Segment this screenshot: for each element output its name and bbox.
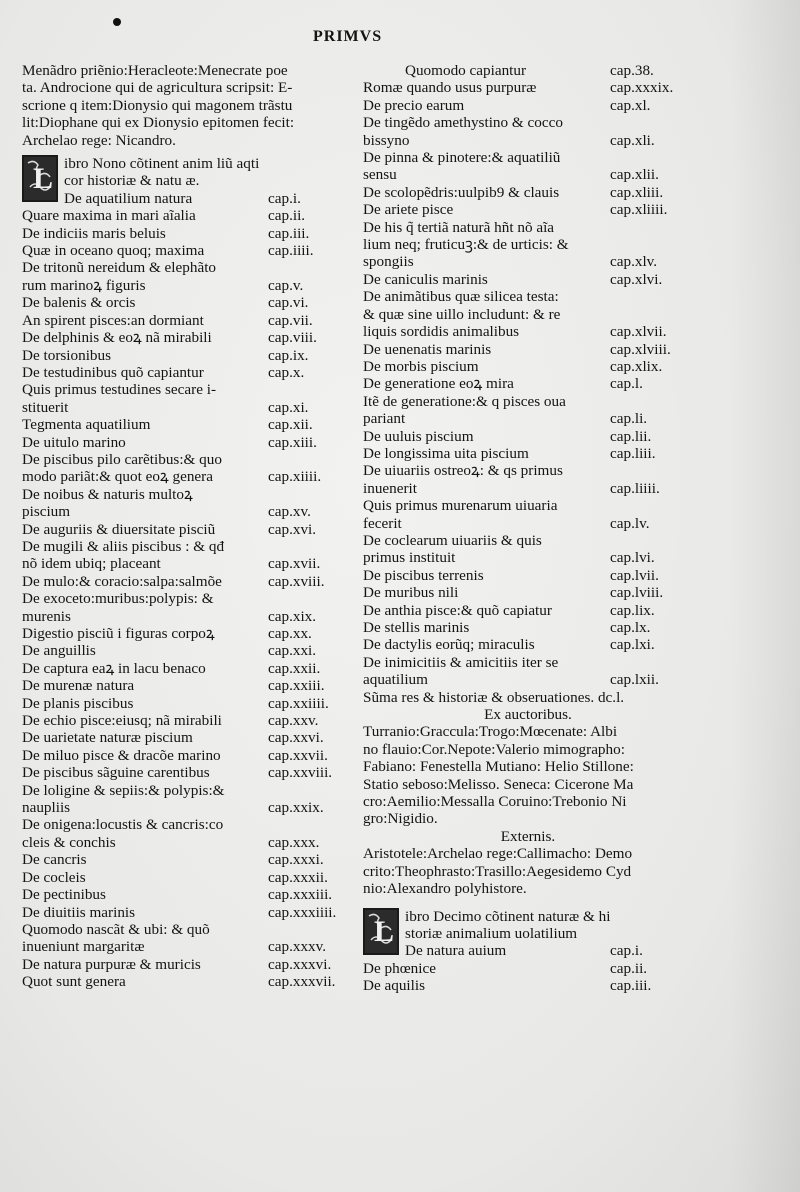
chapter-title: De his q̃ tertiã naturã hñt nõ aĩa xyxy=(363,218,555,236)
chapter-entry xyxy=(363,114,693,131)
chapter-number: cap.xxi. xyxy=(268,642,317,660)
chapter-title: sensu xyxy=(363,166,397,184)
chapter-title: bissyno xyxy=(363,131,410,149)
chapter-title: De uitulo marino xyxy=(22,433,126,451)
authors-line: no flauio:Cor.Nepote:Valerio mimographo: xyxy=(363,740,625,758)
chapter-title: & quæ sine uillo includunt: & re xyxy=(363,305,561,323)
chapter-entry xyxy=(363,410,693,427)
chapter-entry xyxy=(363,445,693,462)
chapter-title: aquatilium xyxy=(363,671,428,689)
chapter-entry xyxy=(22,416,347,433)
externis-heading: Externis. xyxy=(500,827,556,845)
chapter-title: De dactylis eorũq; miraculis xyxy=(363,636,535,654)
chapter-list xyxy=(363,62,693,689)
chapter-entry xyxy=(22,451,347,468)
chapter-title: primus instituit xyxy=(363,549,456,567)
chapter-number: cap.xxxix. xyxy=(610,79,674,97)
intro-line: lit:Diophane qui ex Dionysio epitomen fecit: xyxy=(22,114,295,132)
bleed-through-shadow xyxy=(730,0,800,1192)
chapter-number: cap.liiii. xyxy=(610,479,660,497)
chapter-entry xyxy=(363,602,693,619)
authors-line: nio:Alexandro polyhistore. xyxy=(363,880,527,898)
chapter-number: cap.xliii. xyxy=(610,183,664,201)
chapter-number: cap.xxxvi. xyxy=(268,955,332,973)
running-title: PRIMVS xyxy=(313,28,383,45)
chapter-title: inuenerit xyxy=(363,479,417,497)
chapter-title: inueniunt margaritæ xyxy=(22,938,145,956)
chapter-number: cap.xv. xyxy=(268,503,311,521)
chapter-title: De piscibus pilo carẽtibus:& quo xyxy=(22,450,222,468)
ink-dot xyxy=(113,18,121,26)
chapter-title: De natura auium xyxy=(405,942,507,960)
summa-line: Sũma res & historiæ & obseruationes. dc.l. xyxy=(363,688,625,706)
chapter-number: cap.v. xyxy=(268,276,304,294)
chapter-title: De phœnice xyxy=(363,959,436,977)
chapter-entry xyxy=(22,259,347,276)
chapter-title: Itẽ de generatione:& q pisces oua xyxy=(363,392,566,410)
chapter-entry xyxy=(22,225,347,242)
chapter-number: cap.xliiii. xyxy=(610,201,668,219)
book-nine-heading xyxy=(22,155,347,991)
chapter-entry xyxy=(22,764,347,781)
chapter-title: Tegmenta aquatilium xyxy=(22,416,151,434)
chapter-entry xyxy=(22,677,347,694)
chapter-number: cap.lvi. xyxy=(610,549,655,567)
authors-line: Turranio:Graccula:Trogo:Mœcenate: Albi xyxy=(363,723,618,741)
chapter-entry xyxy=(363,166,693,183)
chapter-title: De piscibus sãguine carentibus xyxy=(22,764,210,782)
chapter-title: De loligine & sepiis:& polypis:& xyxy=(22,781,225,799)
chapter-entry xyxy=(22,695,347,712)
chapter-title: De uuluis piscium xyxy=(363,427,474,445)
chapter-number: cap.xlviii. xyxy=(610,340,671,358)
authors-line: gro:Nigidio. xyxy=(363,810,438,828)
chapter-title: De scolopẽdris:uulpib9 & clauis xyxy=(363,183,560,201)
authors-line: Statio seboso:Melisso. Seneca: Cicerone Ma xyxy=(363,775,634,793)
chapter-title: De mulo:& coracio:salpa:salmõe xyxy=(22,572,222,590)
chapter-title: Digestio pisciũ i figuras corpoꝝ xyxy=(22,625,215,642)
chapter-entry xyxy=(22,277,347,294)
chapter-entry xyxy=(363,288,693,305)
chapter-entry xyxy=(22,834,347,851)
svg-text:L: L xyxy=(33,162,54,196)
chapter-number: cap.xxvi. xyxy=(268,729,324,747)
book-heading-line: storiæ animalium uolatilium xyxy=(405,924,578,942)
chapter-entry xyxy=(363,480,693,497)
chapter-number: cap.xiii. xyxy=(268,433,317,451)
chapter-number: cap.x. xyxy=(268,363,305,381)
chapter-list xyxy=(22,190,347,991)
chapter-title: De noibus & naturis multoꝝ xyxy=(22,485,193,503)
chapter-number: cap.lx. xyxy=(610,619,651,636)
chapter-title: Quis primus testudines secare i- xyxy=(22,381,217,399)
book-heading-line: ibro Nono cõtinent anim liũ aqti xyxy=(64,155,260,173)
chapter-number: cap.ix. xyxy=(268,346,309,364)
chapter-title: De coclearum uiuariis & quis xyxy=(363,531,542,549)
chapter-number: cap.xxxii. xyxy=(268,868,328,886)
chapter-entry xyxy=(363,671,693,688)
chapter-entry xyxy=(22,555,347,572)
chapter-number: cap.xxxvii. xyxy=(268,973,336,991)
chapter-entry xyxy=(22,921,347,938)
chapter-title: De torsionibus xyxy=(22,346,112,364)
chapter-entry xyxy=(363,549,693,566)
chapter-title: De anthia pisce:& quõ capiatur xyxy=(363,601,552,619)
chapter-entry xyxy=(22,538,347,555)
chapter-entry xyxy=(363,219,693,236)
chapter-number: cap.xl. xyxy=(610,96,651,114)
intro-line: scrione q item:Dionysio qui magonem trãstu xyxy=(22,96,293,114)
chapter-entry xyxy=(363,236,693,253)
chapter-title: rum marinoꝝ figuris xyxy=(22,276,146,294)
chapter-title: De inimicitiis & amicitiis iter se xyxy=(363,653,559,671)
chapter-entry xyxy=(363,62,693,79)
chapter-title: Quæ in oceano quoq; maxima xyxy=(22,242,205,260)
book-heading-line: ibro Decimo cõtinent naturæ & hi xyxy=(405,907,611,925)
intro-line: ta. Androcione qui de agricultura scripsit: E- xyxy=(22,79,293,97)
intro-line: Menãdro priẽnio:Heracleote:Menecrate poe xyxy=(22,62,288,79)
chapter-entry xyxy=(22,207,347,224)
chapter-entry xyxy=(22,468,347,485)
chapter-title: De pinna & pinotere:& aquatiliũ xyxy=(363,149,561,167)
chapter-title: liquis sordidis animalibus xyxy=(363,323,520,341)
chapter-title: De delphinis & eoꝝ nã mirabili xyxy=(22,329,212,347)
chapter-number: cap.i. xyxy=(610,942,643,960)
left-column xyxy=(22,62,347,991)
chapter-title: De generatione eoꝝ mira xyxy=(363,375,514,393)
chapter-title: Quomodo nascãt & ubi: & quõ xyxy=(22,920,210,938)
chapter-entry xyxy=(22,573,347,590)
chapter-entry xyxy=(363,497,693,514)
chapter-number: cap.lix. xyxy=(610,601,655,619)
chapter-title: De murenæ natura xyxy=(22,677,135,695)
chapter-title: nõ idem ubiq; placeant xyxy=(22,555,161,573)
chapter-number: cap.viii. xyxy=(268,329,317,347)
chapter-title: Quis primus murenarum uiuaria xyxy=(363,497,558,515)
authors-line: Fabiano: Fenestella Mutiano: Helio Stillone: xyxy=(363,758,634,776)
chapter-number: cap.liii. xyxy=(610,444,656,462)
chapter-title: De precio earum xyxy=(363,96,465,114)
chapter-number: cap.xli. xyxy=(610,131,655,149)
chapter-number: cap.xxxi. xyxy=(268,851,324,869)
chapter-title: De aquatilium natura xyxy=(64,189,193,207)
chapter-title: De uenenatis marinis xyxy=(363,340,492,358)
chapter-number: cap.xlii. xyxy=(610,166,659,184)
chapter-title: De miluo pisce & dracõe marino xyxy=(22,746,221,764)
chapter-number: cap.li. xyxy=(610,410,648,428)
chapter-number: cap.ii. xyxy=(610,959,648,977)
chapter-number: cap.xxiiii. xyxy=(268,694,329,712)
chapter-entry xyxy=(363,584,693,601)
chapter-title: De ariete pisce xyxy=(363,201,454,219)
chapter-title: cleis & conchis xyxy=(22,833,116,851)
chapter-entry xyxy=(363,201,693,218)
chapter-number: cap.xxiii. xyxy=(268,677,325,695)
chapter-entry xyxy=(22,625,347,642)
chapter-number: cap.xxii. xyxy=(268,659,321,677)
chapter-list xyxy=(363,942,693,994)
chapter-number: cap.i. xyxy=(268,189,301,207)
chapter-number: cap.xxv. xyxy=(268,712,319,730)
chapter-entry xyxy=(22,242,347,259)
chapter-number: cap.iii. xyxy=(610,977,652,995)
chapter-entry xyxy=(22,712,347,729)
chapter-number: cap.xxxiii. xyxy=(268,886,333,904)
chapter-title: Romæ quando usus purpuræ xyxy=(363,79,537,97)
chapter-entry xyxy=(363,619,693,636)
chapter-number: cap.lviii. xyxy=(610,584,664,602)
chapter-number: cap.xx. xyxy=(268,625,312,642)
chapter-entry xyxy=(22,434,347,451)
chapter-title: De cocleis xyxy=(22,868,86,886)
chapter-entry xyxy=(363,654,693,671)
chapter-number: cap.xi. xyxy=(268,398,309,416)
chapter-number: cap.lxi. xyxy=(610,636,655,654)
chapter-number: cap.lii. xyxy=(610,427,652,445)
chapter-title: De cancris xyxy=(22,851,87,869)
chapter-number: cap.38. xyxy=(610,62,654,79)
chapter-entry xyxy=(22,608,347,625)
chapter-number: cap.l. xyxy=(610,375,643,393)
chapter-title: Quare maxima in mari aĩalia xyxy=(22,207,196,225)
chapter-number: cap.xlix. xyxy=(610,357,663,375)
chapter-number: cap.xxxv. xyxy=(268,938,327,956)
chapter-entry xyxy=(363,960,693,977)
chapter-title: De caniculis marinis xyxy=(363,270,488,288)
chapter-title: De tingẽdo amethystino & cocco xyxy=(363,114,563,132)
chapter-title: De balenis & orcis xyxy=(22,294,136,312)
chapter-number: cap.xxviii. xyxy=(268,764,333,782)
chapter-entry xyxy=(363,341,693,358)
chapter-entry xyxy=(363,515,693,532)
chapter-entry xyxy=(22,904,347,921)
right-column xyxy=(363,62,693,995)
chapter-number: cap.xlv. xyxy=(610,253,658,271)
chapter-entry xyxy=(363,132,693,149)
chapter-title: De diuitiis marinis xyxy=(22,903,136,921)
chapter-entry xyxy=(22,486,347,503)
chapter-entry xyxy=(363,532,693,549)
chapter-entry xyxy=(22,521,347,538)
chapter-entry xyxy=(22,399,347,416)
chapter-entry xyxy=(363,149,693,166)
intro-line: Archelao rege: Nicandro. xyxy=(22,131,176,149)
svg-text:L: L xyxy=(374,914,395,948)
chapter-entry xyxy=(22,190,347,207)
chapter-entry xyxy=(22,329,347,346)
chapter-title: lium neq; fruticuꝫ:& de urticis: & xyxy=(363,236,569,254)
chapter-title: modo pariãt:& quot eoꝝ genera xyxy=(22,468,213,486)
chapter-entry xyxy=(22,851,347,868)
chapter-entry xyxy=(22,816,347,833)
chapter-number: cap.xix. xyxy=(268,607,317,625)
chapter-number: cap.lv. xyxy=(610,514,650,532)
chapter-entry xyxy=(363,942,693,959)
chapter-title: De natura purpuræ & muricis xyxy=(22,955,201,973)
chapter-number: cap.lxii. xyxy=(610,671,659,689)
chapter-entry xyxy=(22,642,347,659)
chapter-title: De auguriis & diuersitate pisciũ xyxy=(22,520,216,538)
chapter-entry xyxy=(363,253,693,270)
chapter-title: stituerit xyxy=(22,398,69,416)
chapter-title: De captura eaꝝ in lacu benaco xyxy=(22,659,206,677)
chapter-title: spongiis xyxy=(363,253,414,271)
chapter-entry xyxy=(22,886,347,903)
chapter-title: piscium xyxy=(22,503,71,521)
chapter-number: cap.xiiii. xyxy=(268,468,322,486)
chapter-title: De aquilis xyxy=(363,977,426,995)
chapter-number: cap.xviii. xyxy=(268,572,325,590)
chapter-entry xyxy=(22,938,347,955)
chapter-title: murenis xyxy=(22,607,71,625)
chapter-title: De muribus nili xyxy=(363,584,459,602)
chapter-entry xyxy=(22,956,347,973)
chapter-entry xyxy=(363,271,693,288)
chapter-entry xyxy=(363,567,693,584)
authors-line: Aristotele:Archelao rege:Callimacho: Demo xyxy=(363,845,633,863)
chapter-number: cap.xlvii. xyxy=(610,323,667,341)
chapter-entry xyxy=(363,977,693,994)
chapter-number: cap.xxxiiii. xyxy=(268,903,337,921)
chapter-entry xyxy=(22,590,347,607)
chapter-title: De indiciis maris beluis xyxy=(22,224,166,242)
chapter-title: De longissima uita piscium xyxy=(363,444,529,462)
chapter-entry xyxy=(22,312,347,329)
chapter-entry xyxy=(22,799,347,816)
chapter-number: cap.xxvii. xyxy=(268,746,328,764)
chapter-title: De testudinibus quõ capiantur xyxy=(22,363,204,381)
chapter-number: cap.xlvi. xyxy=(610,270,663,288)
chapter-entry xyxy=(22,294,347,311)
chapter-number: cap.xxix. xyxy=(268,799,324,817)
chapter-entry xyxy=(363,306,693,323)
chapter-entry xyxy=(363,636,693,653)
chapter-number: cap.ii. xyxy=(268,207,306,225)
authors-line: cro:Aemilio:Messalla Coruino:Trebonio Ni xyxy=(363,793,627,811)
chapter-entry xyxy=(22,381,347,398)
chapter-title: De morbis piscium xyxy=(363,357,479,375)
chapter-entry xyxy=(22,729,347,746)
chapter-number: cap.xvii. xyxy=(268,555,321,573)
chapter-title: Quomodo capiantur xyxy=(405,62,527,79)
chapter-title: De uiuariis ostreoꝝ: & qs primus xyxy=(363,462,563,480)
chapter-title: De piscibus terrenis xyxy=(363,566,484,584)
chapter-entry xyxy=(363,184,693,201)
chapter-number: cap.xii. xyxy=(268,416,313,434)
chapter-number: cap.iiii. xyxy=(268,242,314,260)
chapter-entry xyxy=(363,97,693,114)
ex-auctoribus-heading: Ex auctoribus. xyxy=(484,706,572,724)
chapter-title: De anguillis xyxy=(22,642,96,660)
authors-line: crito:Theophrasto:Trasillo:Aegesidemo Cyd xyxy=(363,862,632,880)
chapter-number: cap.xvi. xyxy=(268,520,317,538)
chapter-number: cap.vii. xyxy=(268,311,313,329)
chapter-entry xyxy=(363,358,693,375)
chapter-number: cap.lvii. xyxy=(610,566,659,584)
chapter-entry xyxy=(22,747,347,764)
chapter-number: cap.iii. xyxy=(268,224,310,242)
chapter-entry xyxy=(363,462,693,479)
chapter-entry xyxy=(22,364,347,381)
chapter-title: De planis piscibus xyxy=(22,694,134,712)
chapter-title: De onigena:locustis & cancris:co xyxy=(22,816,224,834)
chapter-entry xyxy=(22,660,347,677)
chapter-title: An spirent pisces:an dormiant xyxy=(22,311,204,329)
chapter-title: pariant xyxy=(363,410,406,428)
chapter-title: De uarietate naturæ piscium xyxy=(22,729,193,747)
chapter-title: De mugili & aliis piscibus : & qđ xyxy=(22,537,225,555)
chapter-entry xyxy=(363,428,693,445)
book-ten-heading xyxy=(363,908,693,995)
chapter-title: naupliis xyxy=(22,799,71,817)
chapter-number: cap.vi. xyxy=(268,294,309,312)
chapter-title: De echio pisce:eiusq; nã mirabili xyxy=(22,712,222,730)
chapter-entry xyxy=(22,347,347,364)
chapter-entry xyxy=(22,782,347,799)
chapter-entry xyxy=(22,503,347,520)
chapter-title: Quot sunt genera xyxy=(22,973,126,991)
chapter-number: cap.xxx. xyxy=(268,833,320,851)
chapter-title: De pectinibus xyxy=(22,886,106,904)
chapter-title: De exoceto:muribus:polypis: & xyxy=(22,590,214,608)
chapter-entry xyxy=(22,973,347,990)
chapter-title: De tritonũ nereidum & elephãto xyxy=(22,259,217,277)
chapter-title: fecerit xyxy=(363,514,402,532)
chapter-entry xyxy=(22,869,347,886)
chapter-title: De stellis marinis xyxy=(363,619,470,636)
intro-paragraph xyxy=(22,62,347,149)
chapter-entry xyxy=(363,79,693,96)
chapter-entry xyxy=(363,323,693,340)
chapter-title: De animãtibus quæ silicea testa: xyxy=(363,288,559,306)
book-heading-line: cor historiæ & natu æ. xyxy=(64,172,200,190)
chapter-entry xyxy=(363,375,693,392)
chapter-entry xyxy=(363,393,693,410)
